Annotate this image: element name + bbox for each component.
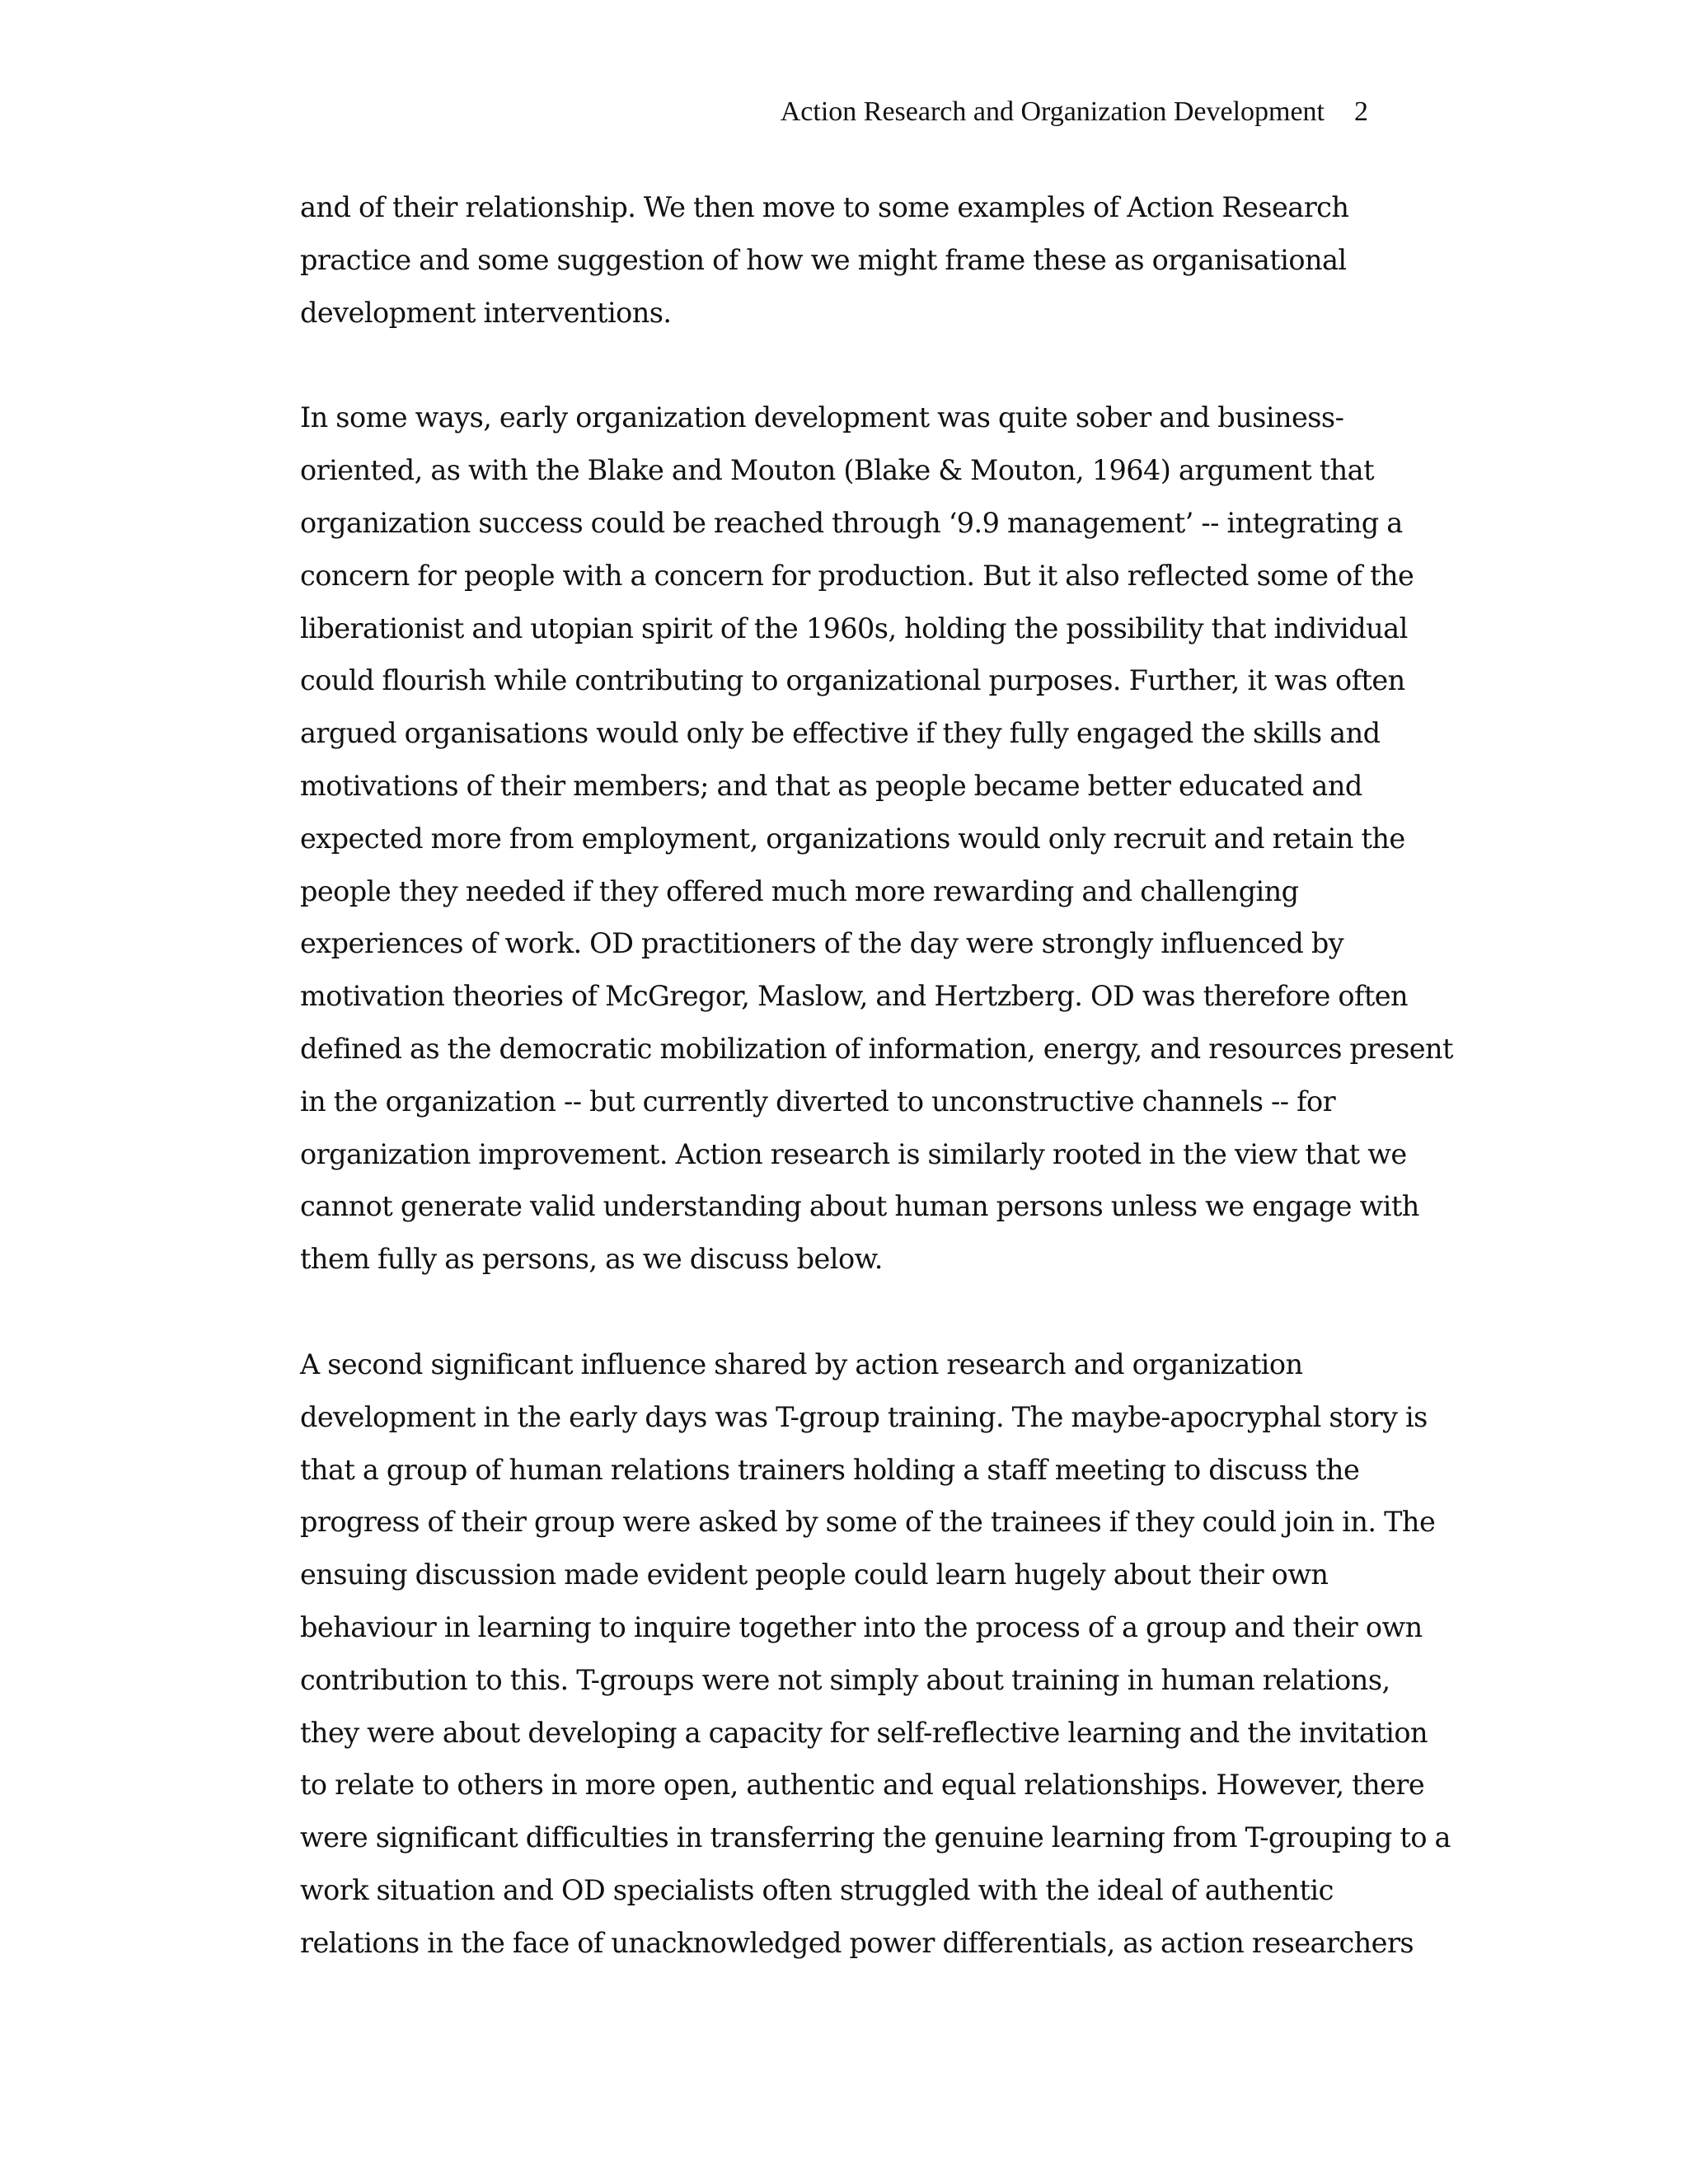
paragraph-3 xyxy=(300,1338,1451,1970)
text-line: development interventions. xyxy=(300,296,672,329)
text-line: defined as the democratic mobilization of information, energy, and resources present xyxy=(300,1032,1453,1065)
text-line: relations in the face of unacknowledged power differentials, as action researchers xyxy=(300,1926,1414,1959)
text-line: development in the early days was T-group training. The maybe-apocryphal story is xyxy=(300,1400,1428,1433)
text-line: them fully as persons, as we discuss below. xyxy=(300,1243,883,1276)
text-line: that a group of human relations trainers holding a staff meeting to discuss the xyxy=(300,1453,1360,1486)
text-line: contribution to this. T-groups were not simply about training in human relations, xyxy=(300,1663,1390,1696)
text-line: people they needed if they offered much more rewarding and challenging xyxy=(300,874,1299,907)
text-line: could flourish while contributing to organizational purposes. Further, it was often xyxy=(300,664,1405,697)
text-line: argued organisations would only be effective if they fully engaged the skills and xyxy=(300,717,1381,750)
running-header xyxy=(781,92,1368,132)
text-line: they were about developing a capacity for self-reflective learning and the invitation xyxy=(300,1716,1428,1749)
text-line: oriented, as with the Blake and Mouton (Blake & Mouton, 1964) argument that xyxy=(300,454,1374,487)
text-line: organization improvement. Action research is similarly rooted in the view that we xyxy=(300,1137,1407,1170)
text-line: In some ways, early organization development was quite sober and business- xyxy=(300,401,1344,434)
text-line: practice and some suggestion of how we might frame these as organisational xyxy=(300,243,1347,276)
text-line: cannot generate valid understanding about human persons unless we engage with xyxy=(300,1190,1419,1223)
text-line: motivations of their members; and that as people became better educated and xyxy=(300,769,1362,802)
text-line: to relate to others in more open, authentic and equal relationships. However, there xyxy=(300,1769,1425,1802)
paragraph-2 xyxy=(300,391,1453,1286)
text-line: experiences of work. OD practitioners of the day were strongly influenced by xyxy=(300,927,1344,960)
text-line: expected more from employment, organizations would only recruit and retain the xyxy=(300,822,1405,855)
text-line: work situation and OD specialists often struggled with the ideal of authentic xyxy=(300,1873,1334,1906)
text-line: A second significant influence shared by action research and organization xyxy=(300,1347,1303,1380)
text-line: ensuing discussion made evident people could learn hugely about their own xyxy=(300,1558,1329,1591)
paragraph-1 xyxy=(300,181,1372,339)
text-line: and of their relationship. We then move to some examples of Action Research xyxy=(300,191,1349,223)
text-line: organization success could be reached through ‘9.9 management’ -- integrating a xyxy=(300,506,1403,539)
page-number: 2 xyxy=(1354,96,1368,127)
running-title: Action Research and Organization Development xyxy=(780,96,1325,127)
text-line: were significant difficulties in transferring the genuine learning from T-grouping to a xyxy=(300,1821,1451,1854)
text-line: in the organization -- but currently diverted to unconstructive channels -- for xyxy=(300,1085,1336,1118)
text-line: progress of their group were asked by some of the trainees if they could join in. The xyxy=(300,1506,1436,1539)
text-line: behaviour in learning to inquire together into the process of a group and their own xyxy=(300,1610,1423,1643)
text-line: motivation theories of McGregor, Maslow, and Hertzberg. OD was therefore often xyxy=(300,980,1409,1013)
text-line: concern for people with a concern for production. But it also reflected some of the xyxy=(300,559,1414,592)
text-line: liberationist and utopian spirit of the 1960s, holding the possibility that individual xyxy=(300,612,1408,644)
body-text xyxy=(300,181,1453,1970)
